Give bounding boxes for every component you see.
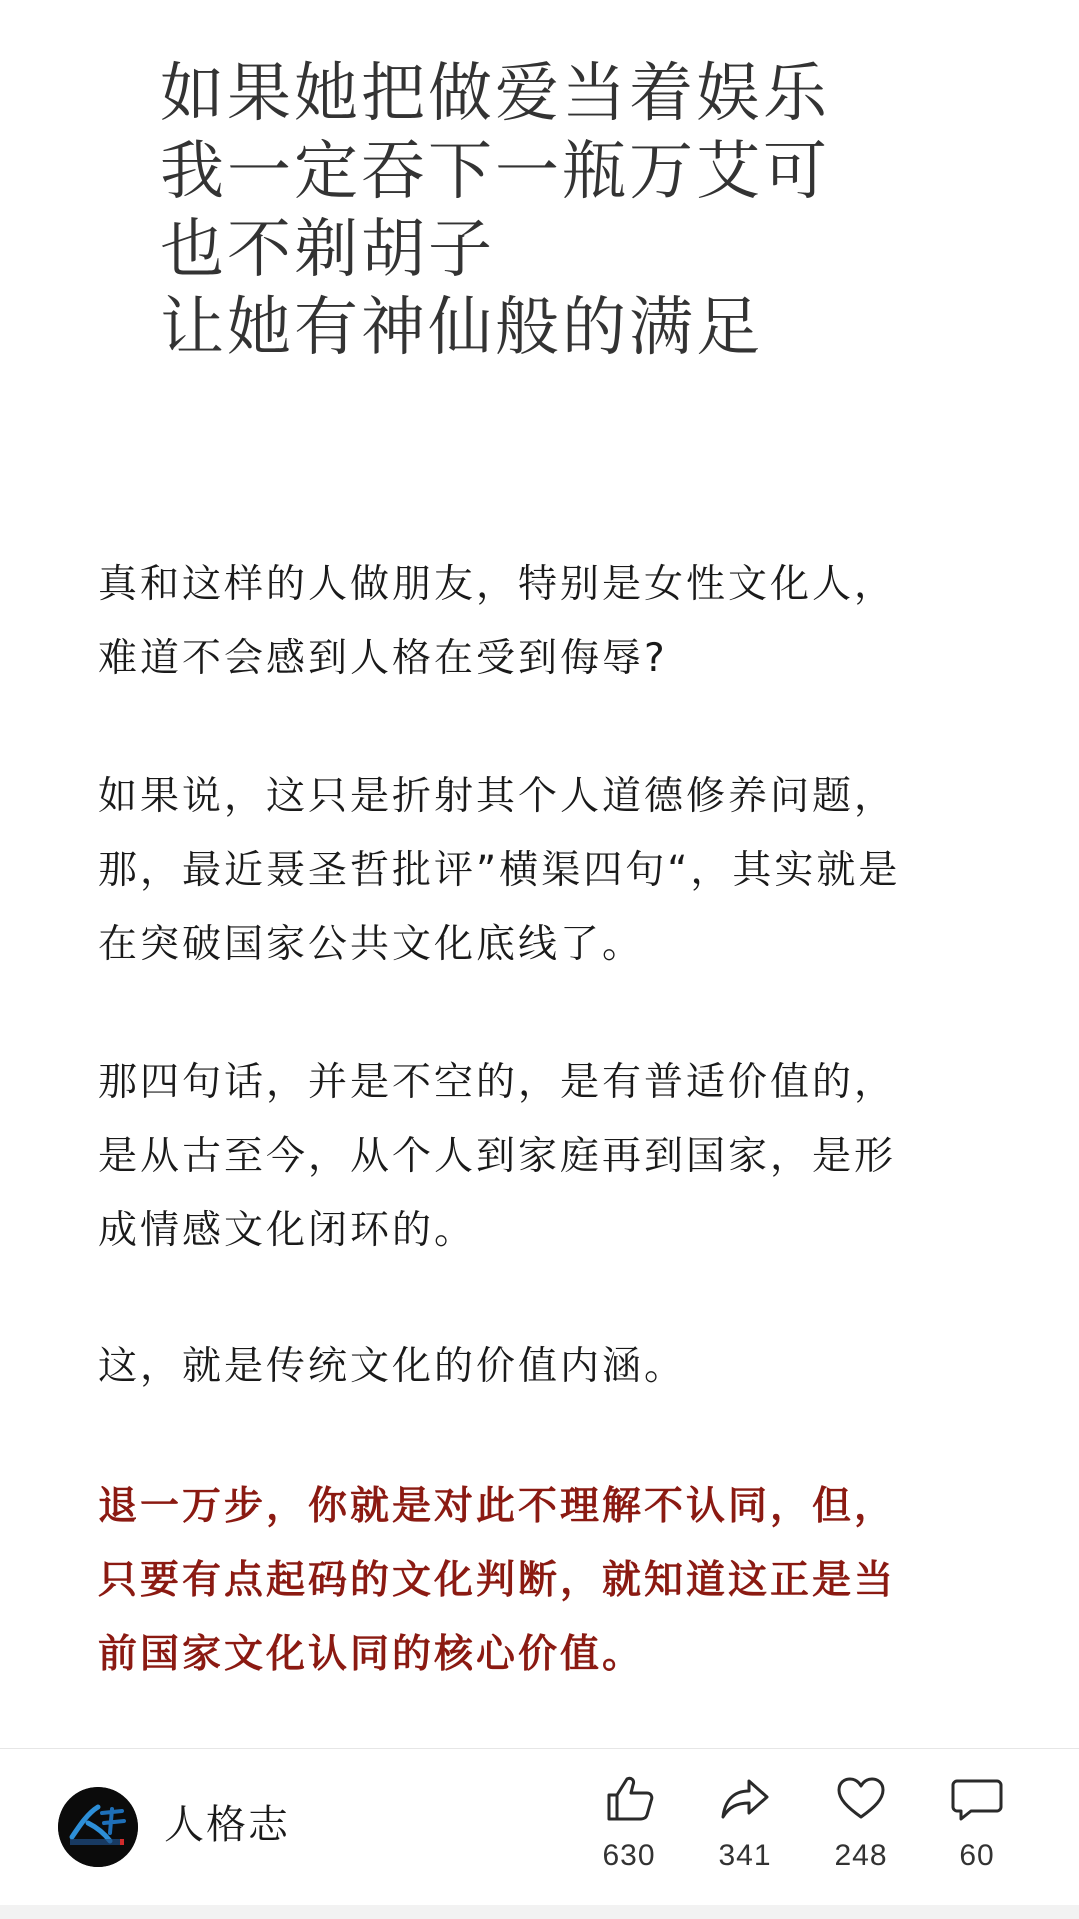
paragraph-1 bbox=[98, 548, 896, 696]
poem-line-3: 也不剃胡子 bbox=[160, 213, 495, 287]
share-button[interactable] bbox=[700, 1771, 790, 1891]
paragraph-line: 只要有点起码的文化判断，就知道这正是当 bbox=[98, 1558, 897, 1603]
bottom-safe-area bbox=[0, 1905, 1079, 1919]
paragraph-line: 如果说，这只是折射其个人道德修养问题， bbox=[98, 774, 897, 819]
paragraph-line: 难道不会感到人格在受到侮辱? bbox=[98, 636, 668, 681]
paragraph-line: 这，就是传统文化的价值内涵。 bbox=[98, 1344, 687, 1389]
thumbs-up-icon bbox=[601, 1771, 657, 1827]
share-arrow-icon bbox=[717, 1771, 773, 1827]
poem-line-1: 如果她把做爱当着娱乐 bbox=[160, 57, 830, 131]
like-count: 630 bbox=[602, 1839, 656, 1872]
author-name[interactable]: 人格志 bbox=[164, 1802, 290, 1848]
comment-bubble-icon bbox=[949, 1771, 1005, 1827]
paragraph-4 bbox=[98, 1330, 686, 1404]
favorite-count: 248 bbox=[834, 1839, 888, 1872]
avatar-logo-icon bbox=[58, 1787, 138, 1867]
paragraph-3 bbox=[98, 1046, 896, 1268]
paragraph-line: 那四句话，并是不空的，是有普适价值的， bbox=[98, 1060, 897, 1105]
paragraph-2 bbox=[98, 760, 900, 982]
paragraph-line: 是从古至今，从个人到家庭再到国家，是形 bbox=[98, 1134, 897, 1179]
paragraph-line: 那，最近聂圣哲批评”横渠四句“，其实就是 bbox=[98, 848, 901, 893]
paragraph-line: 退一万步，你就是对此不理解不认同，但， bbox=[98, 1484, 897, 1529]
comment-button[interactable] bbox=[932, 1771, 1022, 1891]
bottom-action-bar bbox=[0, 1749, 1079, 1905]
like-button[interactable] bbox=[584, 1771, 674, 1891]
paragraph-line: 在突破国家公共文化底线了。 bbox=[98, 922, 645, 967]
comment-count: 60 bbox=[959, 1839, 995, 1872]
quoted-poem-image[interactable] bbox=[100, 40, 980, 460]
share-count: 341 bbox=[718, 1839, 772, 1872]
author-avatar[interactable] bbox=[58, 1787, 138, 1867]
paragraph-line: 前国家文化认同的核心价值。 bbox=[98, 1632, 645, 1677]
heart-icon bbox=[833, 1771, 889, 1827]
favorite-button[interactable] bbox=[816, 1771, 906, 1891]
paragraph-5-emphasis bbox=[98, 1470, 896, 1692]
poem-line-4: 让她有神仙般的满足 bbox=[160, 291, 763, 365]
poem-line-2: 我一定吞下一瓶万艾可 bbox=[160, 135, 830, 209]
paragraph-line: 成情感文化闭环的。 bbox=[98, 1208, 477, 1253]
paragraph-line: 真和这样的人做朋友，特别是女性文化人， bbox=[98, 562, 897, 607]
